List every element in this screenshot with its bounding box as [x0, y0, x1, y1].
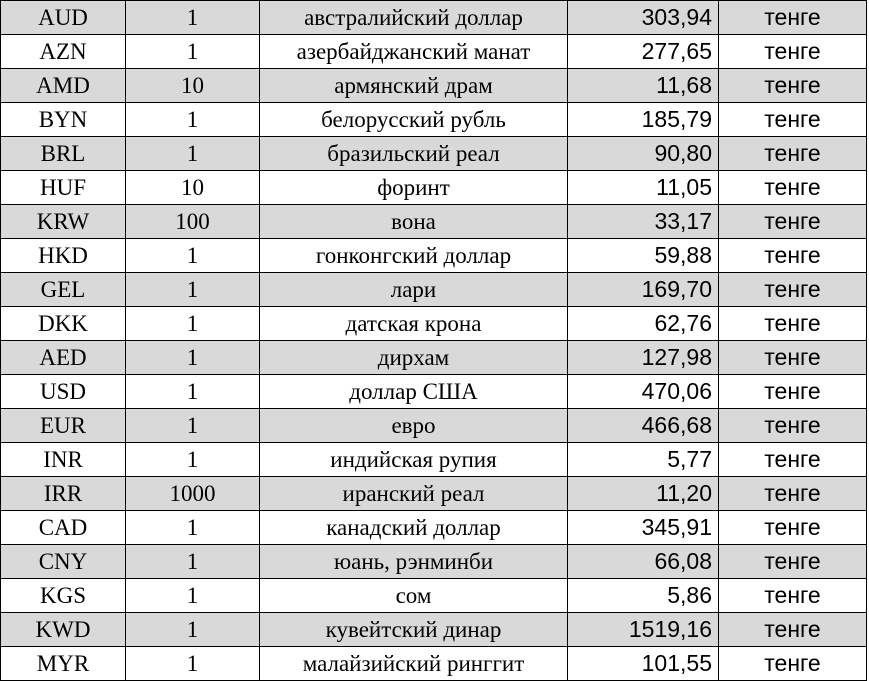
currency-code-cell: INR: [1, 443, 126, 477]
rate-cell: 101,55: [568, 647, 719, 681]
table-row: [1, 545, 867, 579]
currency-name-cell: армянский драм: [260, 69, 568, 103]
rate-cell: 5,86: [568, 579, 719, 613]
currency-code-cell: BRL: [1, 137, 126, 171]
table-row: [1, 409, 867, 443]
currency-name-cell: кувейтский динар: [260, 613, 568, 647]
rate-currency-cell: тенге: [719, 613, 867, 647]
currency-code-cell: GEL: [1, 273, 126, 307]
currency-code-cell: HKD: [1, 239, 126, 273]
currency-name-cell: доллар США: [260, 375, 568, 409]
rate-currency-cell: тенге: [719, 35, 867, 69]
currency-code-cell: EUR: [1, 409, 126, 443]
currency-code-cell: KRW: [1, 205, 126, 239]
rate-cell: 62,76: [568, 307, 719, 341]
exchange-rates-body: [1, 1, 867, 681]
table-row: [1, 477, 867, 511]
currency-name-cell: бразильский реал: [260, 137, 568, 171]
currency-name-cell: австралийский доллар: [260, 1, 568, 35]
nominal-cell: 1: [126, 375, 260, 409]
rate-cell: 127,98: [568, 341, 719, 375]
rate-cell: 466,68: [568, 409, 719, 443]
table-row: [1, 205, 867, 239]
currency-code-cell: CAD: [1, 511, 126, 545]
currency-code-cell: IRR: [1, 477, 126, 511]
rate-currency-cell: тенге: [719, 579, 867, 613]
nominal-cell: 1: [126, 341, 260, 375]
rate-cell: 11,05: [568, 171, 719, 205]
currency-name-cell: лари: [260, 273, 568, 307]
rate-currency-cell: тенге: [719, 171, 867, 205]
currency-code-cell: AED: [1, 341, 126, 375]
table-row: [1, 137, 867, 171]
rate-cell: 1519,16: [568, 613, 719, 647]
rate-cell: 66,08: [568, 545, 719, 579]
table-row: [1, 443, 867, 477]
rate-currency-cell: тенге: [719, 307, 867, 341]
currency-code-cell: AZN: [1, 35, 126, 69]
nominal-cell: 1: [126, 103, 260, 137]
table-row: [1, 579, 867, 613]
currency-name-cell: азербайджанский манат: [260, 35, 568, 69]
nominal-cell: 1: [126, 409, 260, 443]
currency-name-cell: гонконгский доллар: [260, 239, 568, 273]
rate-currency-cell: тенге: [719, 137, 867, 171]
rate-cell: 303,94: [568, 1, 719, 35]
currency-code-cell: CNY: [1, 545, 126, 579]
currency-name-cell: белорусский рубль: [260, 103, 568, 137]
rate-currency-cell: тенге: [719, 273, 867, 307]
rate-currency-cell: тенге: [719, 239, 867, 273]
nominal-cell: 1: [126, 443, 260, 477]
rate-currency-cell: тенге: [719, 443, 867, 477]
currency-name-cell: датская крона: [260, 307, 568, 341]
nominal-cell: 10: [126, 69, 260, 103]
rate-currency-cell: тенге: [719, 409, 867, 443]
nominal-cell: 1: [126, 1, 260, 35]
rate-cell: 277,65: [568, 35, 719, 69]
table-row: [1, 69, 867, 103]
currency-name-cell: индийская рупия: [260, 443, 568, 477]
table-row: [1, 35, 867, 69]
rate-currency-cell: тенге: [719, 511, 867, 545]
table-row: [1, 511, 867, 545]
currency-name-cell: малайзийский ринггит: [260, 647, 568, 681]
nominal-cell: 1: [126, 647, 260, 681]
currency-name-cell: юань, рэнминби: [260, 545, 568, 579]
currency-code-cell: USD: [1, 375, 126, 409]
rate-cell: 5,77: [568, 443, 719, 477]
currency-code-cell: MYR: [1, 647, 126, 681]
rate-currency-cell: тенге: [719, 545, 867, 579]
table-row: [1, 613, 867, 647]
rate-currency-cell: тенге: [719, 647, 867, 681]
rate-cell: 59,88: [568, 239, 719, 273]
rate-currency-cell: тенге: [719, 69, 867, 103]
nominal-cell: 1: [126, 239, 260, 273]
rate-currency-cell: тенге: [719, 1, 867, 35]
rate-cell: 90,80: [568, 137, 719, 171]
nominal-cell: 1000: [126, 477, 260, 511]
currency-name-cell: канадский доллар: [260, 511, 568, 545]
nominal-cell: 1: [126, 511, 260, 545]
nominal-cell: 1: [126, 579, 260, 613]
nominal-cell: 1: [126, 137, 260, 171]
currency-name-cell: дирхам: [260, 341, 568, 375]
rate-currency-cell: тенге: [719, 477, 867, 511]
table-row: [1, 647, 867, 681]
table-row: [1, 171, 867, 205]
currency-code-cell: HUF: [1, 171, 126, 205]
currency-name-cell: сом: [260, 579, 568, 613]
currency-code-cell: DKK: [1, 307, 126, 341]
currency-name-cell: вона: [260, 205, 568, 239]
currency-name-cell: форинт: [260, 171, 568, 205]
rate-cell: 11,20: [568, 477, 719, 511]
currency-code-cell: BYN: [1, 103, 126, 137]
rate-currency-cell: тенге: [719, 375, 867, 409]
rate-cell: 470,06: [568, 375, 719, 409]
rate-currency-cell: тенге: [719, 205, 867, 239]
rate-currency-cell: тенге: [719, 341, 867, 375]
rate-cell: 185,79: [568, 103, 719, 137]
nominal-cell: 100: [126, 205, 260, 239]
table-row: [1, 1, 867, 35]
nominal-cell: 1: [126, 273, 260, 307]
table-row: [1, 273, 867, 307]
currency-code-cell: KWD: [1, 613, 126, 647]
nominal-cell: 1: [126, 307, 260, 341]
rate-cell: 169,70: [568, 273, 719, 307]
table-row: [1, 341, 867, 375]
currency-name-cell: иранский реал: [260, 477, 568, 511]
rate-cell: 33,17: [568, 205, 719, 239]
rate-currency-cell: тенге: [719, 103, 867, 137]
nominal-cell: 1: [126, 545, 260, 579]
currency-code-cell: AMD: [1, 69, 126, 103]
currency-code-cell: KGS: [1, 579, 126, 613]
table-row: [1, 375, 867, 409]
nominal-cell: 1: [126, 613, 260, 647]
currency-code-cell: AUD: [1, 1, 126, 35]
nominal-cell: 10: [126, 171, 260, 205]
rate-cell: 11,68: [568, 69, 719, 103]
table-row: [1, 239, 867, 273]
table-row: [1, 307, 867, 341]
currency-name-cell: евро: [260, 409, 568, 443]
rate-cell: 345,91: [568, 511, 719, 545]
nominal-cell: 1: [126, 35, 260, 69]
table-row: [1, 103, 867, 137]
